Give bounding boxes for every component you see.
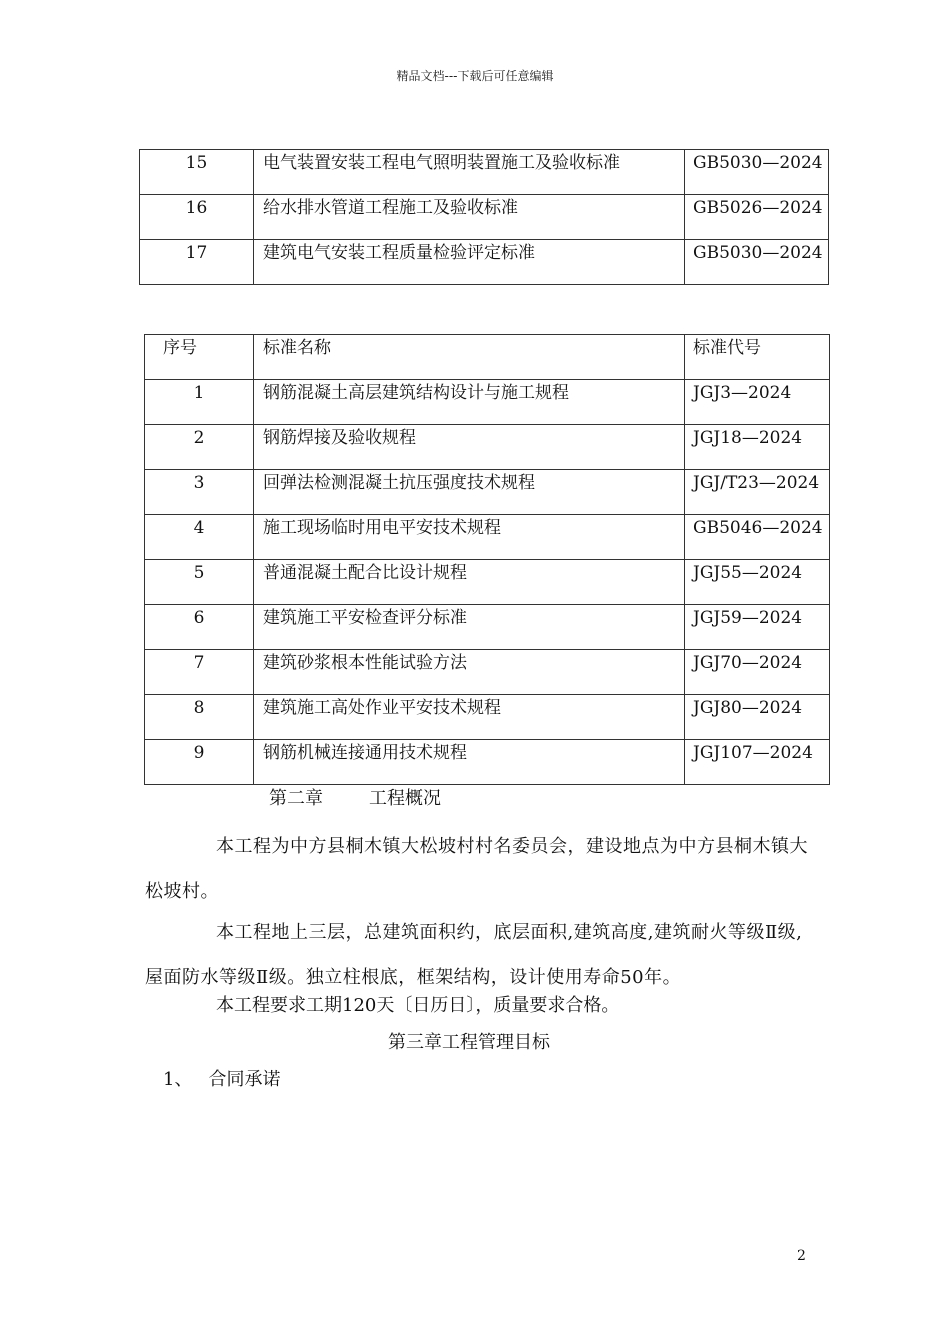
table-row bbox=[145, 380, 830, 425]
standard-name: 回弹法检测混凝土抗压强度技术规程 bbox=[254, 470, 685, 515]
row-number: 5 bbox=[145, 560, 254, 605]
row-number: 3 bbox=[145, 470, 254, 515]
table-row bbox=[145, 515, 830, 560]
standard-name: 建筑砂浆根本性能试验方法 bbox=[254, 650, 685, 695]
column-header-code: 标准代号 bbox=[685, 335, 830, 380]
list-item-text: 合同承诺 bbox=[208, 1069, 281, 1090]
table-row bbox=[145, 695, 830, 740]
row-number: 16 bbox=[140, 195, 254, 240]
list-item bbox=[163, 1066, 280, 1094]
standard-code: GB5030—2024 bbox=[685, 240, 829, 285]
row-number: 6 bbox=[145, 605, 254, 650]
row-number: 2 bbox=[145, 425, 254, 470]
column-header-number: 序号 bbox=[145, 335, 254, 380]
standard-name: 建筑电气安装工程质量检验评定标准 bbox=[254, 240, 685, 285]
project-scale-paragraph: 本工程地上三层，总建筑面积约，底层面积,建筑高度,建筑耐火等级Ⅱ级,屋面防水等级Ⅱ级。独立柱根底，框架结构，设计使用寿命50年。 bbox=[145, 922, 803, 988]
table-row bbox=[145, 470, 830, 515]
project-location-paragraph: 本工程为中方县桐木镇大松坡村村名委员会，建设地点为中方县桐木镇大松坡村。 bbox=[145, 836, 808, 902]
standard-code: JGJ59—2024 bbox=[685, 605, 830, 650]
table-row bbox=[140, 195, 829, 240]
table-row bbox=[145, 740, 830, 785]
chapter-2-title bbox=[269, 785, 441, 813]
list-item-number: 1、 bbox=[163, 1069, 193, 1090]
row-number: 1 bbox=[145, 380, 254, 425]
table-row bbox=[145, 605, 830, 650]
standard-code: GB5030—2024 bbox=[685, 150, 829, 195]
standard-name: 建筑施工平安检查评分标准 bbox=[254, 605, 685, 650]
standard-name: 给水排水管道工程施工及验收标准 bbox=[254, 195, 685, 240]
standards-table-continued bbox=[139, 149, 829, 285]
chapter-2-name: 工程概况 bbox=[369, 788, 441, 809]
table-header-row bbox=[145, 335, 830, 380]
row-number: 9 bbox=[145, 740, 254, 785]
standard-code: JGJ55—2024 bbox=[685, 560, 830, 605]
standards-table bbox=[144, 334, 830, 785]
table-row bbox=[140, 240, 829, 285]
standard-name: 建筑施工高处作业平安技术规程 bbox=[254, 695, 685, 740]
standard-code: GB5046—2024 bbox=[685, 515, 830, 560]
row-number: 15 bbox=[140, 150, 254, 195]
row-number: 4 bbox=[145, 515, 254, 560]
row-number: 17 bbox=[140, 240, 254, 285]
standard-name: 钢筋混凝土高层建筑结构设计与施工规程 bbox=[254, 380, 685, 425]
standard-code: JGJ18—2024 bbox=[685, 425, 830, 470]
standard-code: GB5026—2024 bbox=[685, 195, 829, 240]
standard-code: JGJ80—2024 bbox=[685, 695, 830, 740]
standard-name: 电气装置安装工程电气照明装置施工及验收标准 bbox=[254, 150, 685, 195]
standard-name: 普通混凝土配合比设计规程 bbox=[254, 560, 685, 605]
table-row bbox=[140, 150, 829, 195]
page-header: 精品文档---下载后可任意编辑 bbox=[396, 69, 554, 83]
chapter-2-number: 第二章 bbox=[269, 788, 323, 809]
row-number: 8 bbox=[145, 695, 254, 740]
row-number: 7 bbox=[145, 650, 254, 695]
standard-code: JGJ107—2024 bbox=[685, 740, 830, 785]
table-row bbox=[145, 425, 830, 470]
page-number: 2 bbox=[797, 1248, 806, 1264]
table-row bbox=[145, 650, 830, 695]
standard-name: 钢筋机械连接通用技术规程 bbox=[254, 740, 685, 785]
column-header-name: 标准名称 bbox=[254, 335, 685, 380]
standard-name: 施工现场临时用电平安技术规程 bbox=[254, 515, 685, 560]
standard-code: JGJ/T23—2024 bbox=[685, 470, 830, 515]
standard-code: JGJ70—2024 bbox=[685, 650, 830, 695]
project-schedule-paragraph: 本工程要求工期120天〔日历日〕，质量要求合格。 bbox=[216, 995, 620, 1016]
chapter-3-title: 第三章工程管理目标 bbox=[388, 1032, 550, 1053]
table-row bbox=[145, 560, 830, 605]
standard-name: 钢筋焊接及验收规程 bbox=[254, 425, 685, 470]
standard-code: JGJ3—2024 bbox=[685, 380, 830, 425]
